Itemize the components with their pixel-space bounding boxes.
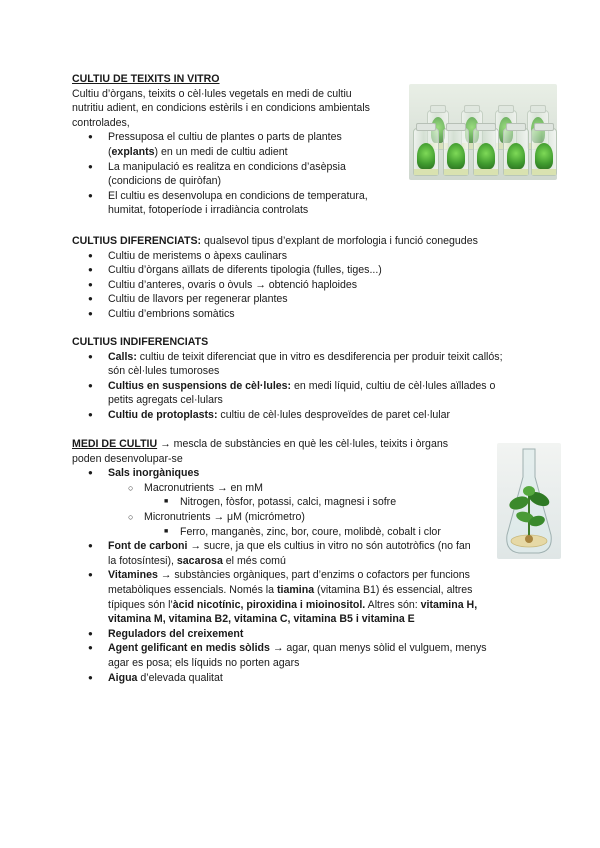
list-item	[72, 641, 502, 670]
bullet-text: d’elevada qualitat	[137, 671, 223, 684]
list-item: ● Cultiu de llavors per regenerar plantes	[72, 292, 542, 307]
list-item: ● Cultiu d’anteres, ovaris o òvuls → obtenció haploides	[72, 278, 542, 293]
tissue-culture-list	[72, 130, 402, 218]
bold-term: Cultius en suspensions de cèl·lules:	[108, 379, 292, 392]
bullet-text: La manipulació es realitza en condicions d’asèpsia	[108, 160, 346, 173]
list-item	[72, 408, 542, 423]
bold-term: Reguladors del creixement	[108, 627, 244, 640]
micro-sublist	[144, 525, 502, 540]
heading-rest: → mescla de substàncies en què les cèl·lules, teixits i òrgans	[157, 438, 449, 450]
plantlet-flask-photo	[497, 443, 561, 559]
bullet-text: El cultiu es desenvolupa en condicions de temperatura,	[108, 189, 368, 202]
section-undifferentiated	[72, 335, 542, 423]
list-item	[108, 481, 502, 510]
bullet-text: agar es posa; els líquids no porten agars	[108, 656, 300, 669]
bullet-text: són cèl·lules tumoroses	[108, 365, 220, 378]
bold-term: Font de carboni	[108, 540, 188, 553]
list-item	[72, 160, 402, 189]
list-item	[72, 130, 402, 159]
bullet-text: cultiu de cèl·lules desproveïdes de paret cel·lular	[217, 408, 451, 421]
flask-illustration	[503, 447, 555, 555]
heading-differentiated-line	[72, 234, 542, 249]
heading-undifferentiated: CULTIUS INDIFERENCIATS	[72, 336, 209, 348]
list-item	[72, 671, 502, 686]
bold-term: Calls:	[108, 350, 137, 363]
section-culture-medium	[72, 437, 502, 685]
bullet-text: cultiu de teixit diferenciat que in vitro es desdiferencia per produir teixit callós;	[136, 350, 503, 363]
list-item	[72, 466, 502, 539]
bold-term: Sals inorgàniques	[108, 467, 200, 480]
section-tissue-culture	[72, 72, 402, 218]
list-item	[72, 627, 502, 642]
list-item: ● Cultiu d’embrions somàtics	[72, 307, 542, 322]
bold-term: vitamina M, vitamina B2, vitamina C, vitamina B5 i vitamina E	[108, 613, 415, 626]
heading-rest: qualsevol tipus d’explant de morfologia i funció conegudes	[201, 235, 478, 247]
list-item	[108, 510, 502, 539]
differentiated-list	[72, 249, 542, 322]
undifferentiated-list	[72, 350, 542, 423]
bold-term: sacarosa	[176, 554, 223, 567]
bold-term: àcid nicotínic, piroxidina i mioinositol.	[172, 598, 366, 611]
heading-culture-medium: MEDI DE CULTIU	[72, 438, 158, 450]
list-item: ■ Nitrogen, fòsfor, potassi, calci, magnesi i sofre	[144, 495, 502, 510]
bullet-text: petits agregats cel·lulars	[108, 394, 223, 407]
bold-term: Vitamines	[108, 569, 158, 582]
salts-sublist	[108, 481, 502, 539]
heading-tissue-culture: CULTIU DE TEIXITS IN VITRO	[72, 73, 220, 85]
bullet-text: Macronutrients → en mM	[144, 481, 263, 494]
list-item: ● Cultiu d’òrgans aïllats de diferents tipologia (fulles, tiges...)	[72, 263, 542, 278]
macro-sublist	[144, 495, 502, 510]
intro-line-1: Cultiu d’òrgans, teixits o cèl·lules vegetals en medi de cultiu	[72, 87, 352, 100]
bullet-text: ) en un medi de cultiu adient	[154, 145, 288, 158]
list-item	[72, 568, 502, 626]
list-item	[72, 379, 542, 408]
bold-term: Aigua	[108, 671, 138, 684]
bullet-text: humitat, fotoperíode i irradiància controlats	[108, 204, 309, 217]
heading-medium-line	[72, 437, 502, 452]
intro-line-3: controlades,	[72, 116, 130, 129]
bullet-text: la fotosíntesi),	[108, 554, 177, 567]
bullet-text: Altres són:	[365, 598, 421, 611]
list-item: ● Cultiu de meristems o àpexs caulinars	[72, 249, 542, 264]
bullet-text: → agar, quan menys sòlid el vulguem, menys	[269, 642, 487, 655]
bold-term: explants	[111, 145, 155, 158]
bold-term: Cultiu de protoplasts:	[108, 408, 218, 421]
bullet-text: (vitamina B1) és essencial, altres	[314, 583, 473, 596]
bold-term: vitamina H,	[420, 598, 478, 611]
tissue-culture-jars-photo	[409, 84, 557, 180]
bold-term: tiamina	[277, 583, 315, 596]
bullet-text: → sucre, ja que els cultius in vitro no són autotròfics (no fan	[187, 540, 471, 553]
list-item: ■ Ferro, manganès, zinc, bor, coure, molibdè, cobalt i clor	[144, 525, 502, 540]
intro-line-2: nutritiu adient, en condicions estèrils i en condicions ambientals	[72, 102, 370, 115]
bullet-text: (	[108, 145, 112, 158]
bullet-text: típiques són l’	[108, 598, 173, 611]
medium-list	[72, 466, 502, 685]
bullet-text: Micronutrients → μM (micrómetro)	[144, 510, 305, 523]
list-item	[72, 539, 502, 568]
list-item	[72, 350, 542, 379]
bullet-text: en medi líquid, cultiu de cèl·lules aïllades o	[291, 379, 496, 392]
heading-line-2: poden desenvolupar-se	[72, 452, 183, 465]
section-differentiated	[72, 234, 542, 322]
list-item	[72, 189, 402, 218]
bullet-text: Pressuposa el cultiu de plantes o parts de plantes	[108, 131, 342, 144]
heading-differentiated: CULTIUS DIFERENCIATS:	[72, 235, 202, 247]
bold-term: Agent gelificant en medis sòlids	[108, 642, 270, 655]
bullet-text: metabòliques essencials. Només la	[108, 583, 277, 596]
bullet-text: el més comú	[222, 554, 286, 567]
bullet-text: → substàncies orgàniques, part d’enzims o cofactors per funcions	[157, 569, 470, 582]
bullet-text: (condicions de quiròfan)	[108, 175, 222, 188]
